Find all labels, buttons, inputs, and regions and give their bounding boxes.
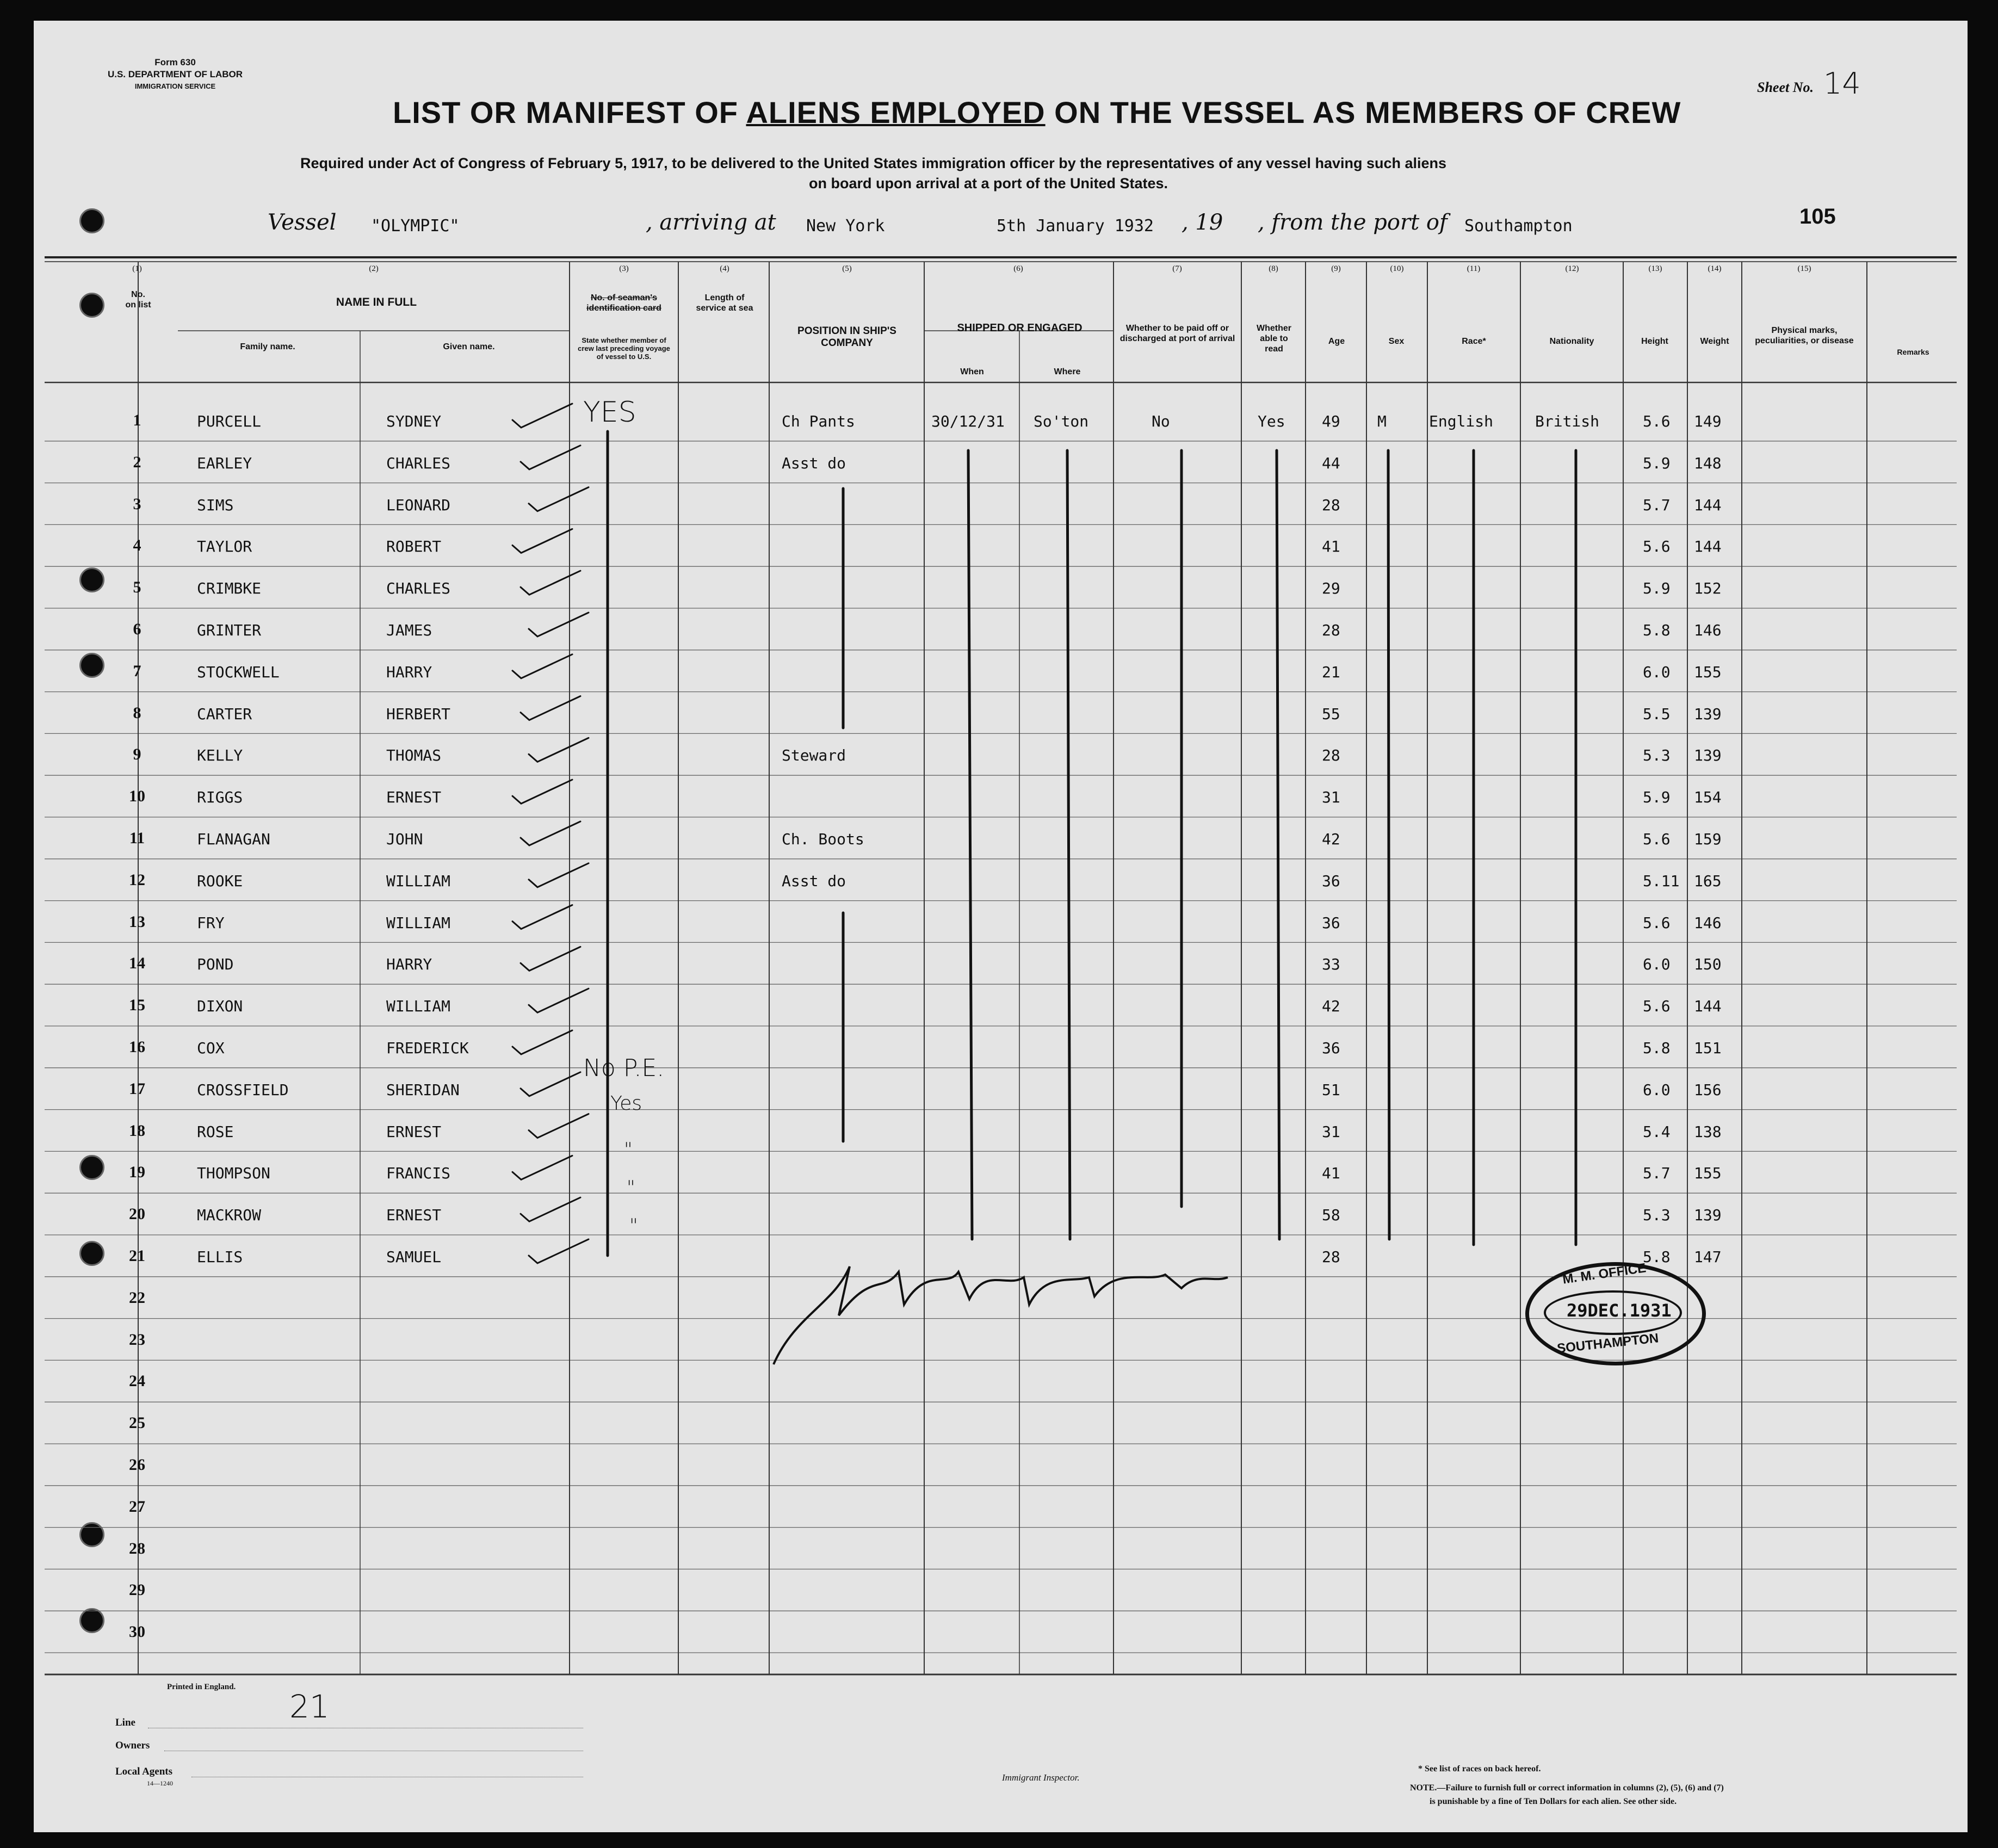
given-name: ROBERT: [386, 537, 442, 556]
family-name: EARLEY: [197, 454, 252, 472]
col-header-weight: Weight: [1700, 337, 1729, 346]
col-num-10: (10): [1390, 264, 1404, 273]
row-number: 1: [133, 411, 141, 429]
col-header-remarks: Remarks: [1897, 348, 1929, 356]
row-number: 14: [129, 954, 145, 973]
owners-label: Owners: [115, 1740, 150, 1751]
row-number: 11: [129, 829, 145, 847]
row-number: 12: [129, 870, 145, 889]
table-row: [34, 819, 1968, 861]
row-number: 24: [129, 1372, 145, 1390]
row-number: 2: [133, 453, 141, 471]
row-number: 6: [133, 620, 141, 638]
col-header-family: Family name.: [240, 342, 295, 351]
sheet-label: Sheet No.: [1757, 79, 1814, 95]
col-header-no: No. on list: [125, 290, 151, 310]
height: 5.7: [1643, 496, 1671, 514]
family-name: COX: [197, 1039, 225, 1057]
weight: 139: [1694, 704, 1722, 723]
height: 5.8: [1643, 1039, 1671, 1057]
given-name: HERBERT: [386, 704, 451, 723]
family-name: MACKROW: [197, 1206, 262, 1225]
col-num-5: (5): [842, 264, 852, 273]
vessel-label: Vessel: [268, 210, 337, 235]
weight: 146: [1694, 913, 1722, 932]
height: 5.9: [1643, 454, 1671, 472]
total-crew-handwritten: 21: [289, 1688, 330, 1725]
table-row: [34, 944, 1968, 986]
form-number: Form 630: [154, 57, 196, 67]
row-number: 7: [133, 662, 141, 680]
family-name: FRY: [197, 913, 225, 932]
table-row: [34, 1237, 1968, 1278]
col-header-age: Age: [1328, 337, 1345, 346]
given-name: WILLIAM: [386, 913, 451, 932]
age: 33: [1322, 955, 1340, 974]
table-row: [34, 1153, 1968, 1195]
table-row: [34, 736, 1968, 777]
departure-port: Southampton: [1464, 217, 1573, 236]
col-header-physical-marks: Physical marks, peculiarities, or disease: [1755, 326, 1854, 345]
col-header-when: When: [960, 367, 984, 376]
row-number: 25: [129, 1414, 145, 1432]
row-number: 4: [133, 536, 141, 555]
arrival-port: New York: [806, 217, 885, 236]
age: 28: [1322, 496, 1340, 514]
table-row: [34, 1571, 1968, 1612]
col-num-15: (15): [1797, 264, 1811, 273]
position: Asst do: [782, 454, 846, 472]
height: 5.11: [1643, 872, 1680, 890]
given-name: THOMAS: [386, 746, 442, 765]
immigrant-inspector-label: Immigrant Inspector.: [1002, 1772, 1080, 1783]
prev-voyage-row-18: Yes: [610, 1092, 642, 1115]
row-number: 28: [129, 1539, 145, 1557]
local-agents-label: Local Agents: [115, 1766, 173, 1777]
arrival-date: 5th January 1932: [997, 217, 1154, 236]
weight: 150: [1694, 955, 1722, 974]
family-name: CROSSFIELD: [197, 1080, 289, 1099]
prev-voyage-row-17: No P.E.: [583, 1054, 665, 1082]
sheet-number: 14: [1823, 66, 1861, 101]
paid-off: No: [1152, 412, 1170, 430]
prev-voyage-row-21: ": [629, 1215, 638, 1237]
row-number: 26: [129, 1456, 145, 1474]
table-row: [34, 485, 1968, 527]
col-header-race: Race*: [1462, 337, 1486, 346]
sex: M: [1377, 412, 1387, 430]
table-row: [34, 861, 1968, 903]
height: 5.7: [1643, 1164, 1671, 1183]
given-name: ERNEST: [386, 788, 442, 807]
col-num-8: (8): [1269, 264, 1278, 273]
family-name: KELLY: [197, 746, 243, 765]
table-row: [34, 903, 1968, 944]
given-name: FRANCIS: [386, 1164, 451, 1183]
prev-voyage-row-19: ": [624, 1139, 633, 1160]
height: 5.6: [1643, 913, 1671, 932]
age: 41: [1322, 1164, 1340, 1183]
prev-voyage-row-1: YES: [583, 396, 636, 429]
height: 5.3: [1643, 1206, 1671, 1225]
row-number: 17: [129, 1079, 145, 1098]
height: 6.0: [1643, 955, 1671, 974]
height: 5.8: [1643, 621, 1671, 639]
col-header-where: Where: [1054, 367, 1081, 376]
family-name: PURCELL: [197, 412, 262, 430]
given-name: WILLIAM: [386, 997, 451, 1016]
table-row: [34, 1070, 1968, 1111]
shipped-when: 30/12/31: [931, 412, 1005, 430]
given-name: ERNEST: [386, 1122, 442, 1141]
printed-in-england: Printed in England.: [167, 1683, 236, 1691]
table-row: [34, 1446, 1968, 1487]
age: 41: [1322, 537, 1340, 556]
row-number: 29: [129, 1581, 145, 1599]
col-header-previous-voyage: State whether member of crew last preceding voyage of vessel to U.S.: [578, 336, 670, 361]
given-name: JAMES: [386, 621, 432, 639]
family-name: ROSE: [197, 1122, 234, 1141]
weight: 154: [1694, 788, 1722, 807]
given-name: SYDNEY: [386, 412, 442, 430]
manifest-sheet: [34, 21, 1968, 1832]
age: 36: [1322, 913, 1340, 932]
age: 49: [1322, 412, 1340, 430]
given-name: CHARLES: [386, 579, 451, 598]
height: 5.9: [1643, 788, 1671, 807]
height: 5.8: [1643, 1248, 1671, 1266]
family-name: CARTER: [197, 704, 252, 723]
row-number: 18: [129, 1121, 145, 1140]
col-num-12: (12): [1565, 264, 1579, 273]
col-num-9: (9): [1331, 264, 1341, 273]
position: Steward: [782, 746, 846, 765]
family-name: THOMPSON: [197, 1164, 270, 1183]
col-header-seaman-card: No. of seaman's identification card: [586, 293, 661, 313]
col-header-service: Length of service at sea: [696, 293, 753, 313]
family-name: POND: [197, 955, 234, 974]
weight: 156: [1694, 1080, 1722, 1099]
age: 28: [1322, 1248, 1340, 1266]
age: 55: [1322, 704, 1340, 723]
given-name: ERNEST: [386, 1206, 442, 1225]
given-name: WILLIAM: [386, 872, 451, 890]
fine-note-line-1: NOTE.—Failure to furnish full or correct information in columns (2), (5), (6) and (7): [1410, 1783, 1724, 1793]
table-row: [34, 401, 1968, 443]
row-number: 23: [129, 1330, 145, 1349]
table-row: [34, 1488, 1968, 1529]
row-number: 20: [129, 1205, 145, 1223]
table-row: [34, 1195, 1968, 1237]
family-name: DIXON: [197, 997, 243, 1016]
col-header-position: POSITION IN SHIP'S COMPANY: [797, 325, 896, 349]
position: Ch Pants: [782, 412, 855, 430]
vessel-name: "OLYMPIC": [371, 217, 460, 236]
weight: 144: [1694, 537, 1722, 556]
age: 44: [1322, 454, 1340, 472]
given-name: SAMUEL: [386, 1248, 442, 1266]
row-number: 16: [129, 1038, 145, 1056]
age: 42: [1322, 830, 1340, 848]
stamp-top-text: M. M. OFFICE: [1561, 1260, 1647, 1287]
age: 58: [1322, 1206, 1340, 1225]
position: Ch. Boots: [782, 830, 864, 848]
col-header-height: Height: [1641, 337, 1668, 346]
row-number: 15: [129, 996, 145, 1015]
row-number: 30: [129, 1623, 145, 1641]
subtitle-line-1: Required under Act of Congress of February 5, 1917, to be delivered to the United States immigration officer by the representatives of any vessel having such aliens: [300, 155, 1447, 171]
weight: 138: [1694, 1122, 1722, 1141]
height: 5.6: [1643, 412, 1671, 430]
table-row: [34, 1613, 1968, 1654]
from-port-label: , from the port of: [1258, 210, 1448, 235]
row-number: 21: [129, 1247, 145, 1265]
family-name: ELLIS: [197, 1248, 243, 1266]
given-name: HARRY: [386, 663, 432, 681]
col-num-2: (2): [369, 264, 379, 273]
weight: 152: [1694, 579, 1722, 598]
family-name: GRINTER: [197, 621, 262, 639]
family-name: FLANAGAN: [197, 830, 270, 848]
height: 5.4: [1643, 1122, 1671, 1141]
table-row: [34, 694, 1968, 736]
col-header-given: Given name.: [443, 342, 495, 351]
col-num-3: (3): [619, 264, 629, 273]
age: 31: [1322, 788, 1340, 807]
given-name: FREDERICK: [386, 1039, 469, 1057]
row-number: 22: [129, 1288, 145, 1307]
weight: 146: [1694, 621, 1722, 639]
col-header-name: NAME IN FULL: [336, 296, 417, 308]
stamp-date: 29DEC.1931: [1567, 1300, 1672, 1321]
col-num-6: (6): [1013, 264, 1023, 273]
document-title: LIST OR MANIFEST OF ALIENS EMPLOYED ON THE VESSEL AS MEMBERS OF CREW: [393, 95, 1681, 129]
height: 5.6: [1643, 997, 1671, 1016]
family-name: CRIMBKE: [197, 579, 262, 598]
height: 5.6: [1643, 537, 1671, 556]
subtitle-line-2: on board upon arrival at a port of the United States.: [809, 175, 1168, 191]
family-name: RIGGS: [197, 788, 243, 807]
service-name: IMMIGRATION SERVICE: [134, 82, 216, 90]
weight: 148: [1694, 454, 1722, 472]
given-name: JOHN: [386, 830, 423, 848]
col-header-read: Whether able to read: [1257, 324, 1291, 354]
age: 36: [1322, 872, 1340, 890]
age: 36: [1322, 1039, 1340, 1057]
col-num-4: (4): [720, 264, 729, 273]
given-name: LEONARD: [386, 496, 451, 514]
col-header-sex: Sex: [1388, 337, 1405, 346]
family-name: TAYLOR: [197, 537, 252, 556]
height: 5.6: [1643, 830, 1671, 848]
table-row: [34, 777, 1968, 819]
department-name: U.S. DEPARTMENT OF LABOR: [107, 69, 243, 79]
age: 42: [1322, 997, 1340, 1016]
year-label: , 19: [1182, 210, 1223, 235]
table-row: [34, 1362, 1968, 1404]
weight: 165: [1694, 872, 1722, 890]
weight: 159: [1694, 830, 1722, 848]
age: 28: [1322, 621, 1340, 639]
given-name: HARRY: [386, 955, 432, 974]
table-row: [34, 527, 1968, 568]
height: 5.3: [1643, 746, 1671, 765]
family-name: STOCKWELL: [197, 663, 280, 681]
table-row: [34, 443, 1968, 485]
stamp-bottom-text: SOUTHAMPTON: [1556, 1331, 1660, 1356]
row-number: 8: [133, 703, 141, 722]
table-row: [34, 568, 1968, 610]
row-number: 13: [129, 912, 145, 931]
height: 6.0: [1643, 1080, 1671, 1099]
table-row: [34, 1530, 1968, 1571]
age: 31: [1322, 1122, 1340, 1141]
weight: 151: [1694, 1039, 1722, 1057]
given-name: SHERIDAN: [386, 1080, 460, 1099]
row-number: 3: [133, 495, 141, 513]
race: English: [1429, 412, 1494, 430]
table-row: [34, 1404, 1968, 1445]
col-header-paid-off: Whether to be paid off or discharged at port of arrival: [1119, 324, 1235, 343]
height: 5.9: [1643, 579, 1671, 598]
given-name: CHARLES: [386, 454, 451, 472]
weight: 155: [1694, 1164, 1722, 1183]
age: 28: [1322, 746, 1340, 765]
col-num-7: (7): [1172, 264, 1182, 273]
age: 29: [1322, 579, 1340, 598]
weight: 144: [1694, 997, 1722, 1016]
col-num-14: (14): [1708, 264, 1722, 273]
col-header-shipped: SHIPPED OR ENGAGED: [957, 322, 1082, 334]
table-row: [34, 1028, 1968, 1070]
nationality: British: [1535, 412, 1600, 430]
table-row: [34, 610, 1968, 652]
age: 51: [1322, 1080, 1340, 1099]
col-num-1: (1): [132, 264, 142, 273]
weight: 144: [1694, 496, 1722, 514]
form-code: 14—1240: [147, 1779, 173, 1787]
weight: 155: [1694, 663, 1722, 681]
weight: 147: [1694, 1248, 1722, 1266]
arriving-label: , arriving at: [646, 210, 776, 235]
height: 6.0: [1643, 663, 1671, 681]
page-number: 105: [1799, 205, 1836, 228]
row-number: 19: [129, 1163, 145, 1182]
weight: 139: [1694, 1206, 1722, 1225]
weight: 149: [1694, 412, 1722, 430]
col-num-13: (13): [1648, 264, 1662, 273]
position: Asst do: [782, 872, 846, 890]
row-number: 10: [129, 787, 145, 806]
family-name: ROOKE: [197, 872, 243, 890]
table-row: [34, 652, 1968, 694]
row-number: 27: [129, 1497, 145, 1516]
col-num-11: (11): [1467, 264, 1481, 273]
height: 5.5: [1643, 704, 1671, 723]
table-row: [34, 986, 1968, 1028]
weight: 139: [1694, 746, 1722, 765]
row-number: 5: [133, 578, 141, 597]
row-number: 9: [133, 745, 141, 764]
line-label: Line: [115, 1717, 135, 1728]
family-name: SIMS: [197, 496, 234, 514]
fine-note-line-2: is punishable by a fine of Ten Dollars for each alien. See other side.: [1430, 1797, 1677, 1806]
col-header-nationality: Nationality: [1549, 337, 1594, 346]
races-note: * See list of races on back hereof.: [1418, 1764, 1541, 1773]
prev-voyage-row-20: ": [627, 1177, 635, 1198]
table-row: [34, 1112, 1968, 1153]
shipped-where: So'ton: [1034, 412, 1089, 430]
age: 21: [1322, 663, 1340, 681]
able-to-read: Yes: [1258, 412, 1285, 430]
